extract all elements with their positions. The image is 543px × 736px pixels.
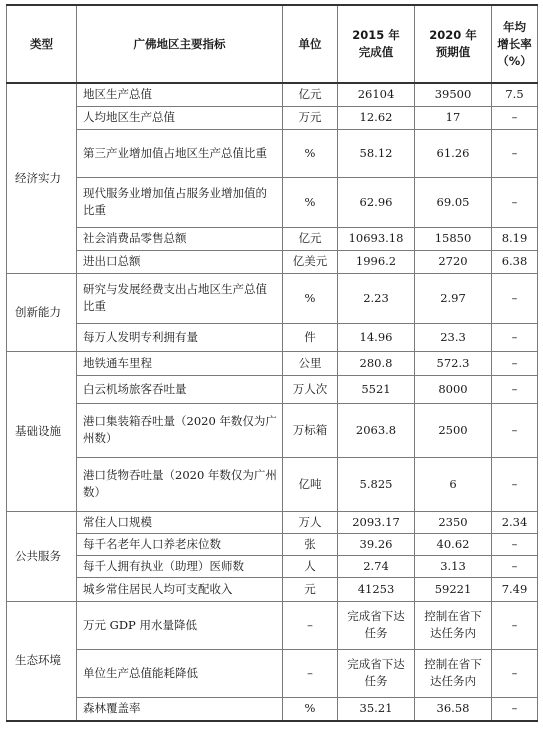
growth-cell: – bbox=[492, 129, 538, 177]
table-row bbox=[7, 577, 538, 601]
unit-cell: 元 bbox=[283, 577, 338, 601]
value-2015-cell: 5.825 bbox=[338, 457, 415, 511]
header-2015-label: 完成值 bbox=[358, 45, 394, 59]
table-row bbox=[7, 403, 538, 457]
table-row bbox=[7, 250, 538, 273]
table-row bbox=[7, 351, 538, 375]
header-2015-year: 2015 年 bbox=[352, 28, 400, 42]
indicator-cell: 第三产业增加值占地区生产总值比重 bbox=[77, 129, 283, 177]
unit-cell: 公里 bbox=[283, 351, 338, 375]
value-2015-cell: 2063.8 bbox=[338, 403, 415, 457]
growth-cell: 8.19 bbox=[492, 227, 538, 250]
growth-cell: 7.5 bbox=[492, 83, 538, 106]
indicator-cell: 白云机场旅客吞吐量 bbox=[77, 375, 283, 403]
value-2020-cell: 2500 bbox=[415, 403, 492, 457]
value-2020-cell: 6 bbox=[415, 457, 492, 511]
table-row bbox=[7, 375, 538, 403]
value-2020-cell: 控制在省下达任务内 bbox=[415, 649, 492, 697]
value-2020-cell: 36.58 bbox=[415, 697, 492, 721]
unit-cell: 亿元 bbox=[283, 83, 338, 106]
value-2015-cell: 14.96 bbox=[338, 323, 415, 351]
value-2020-cell: 40.62 bbox=[415, 533, 492, 555]
indicator-cell: 现代服务业增加值占服务业增加值的比重 bbox=[77, 177, 283, 227]
indicator-cell: 万元 GDP 用水量降低 bbox=[77, 601, 283, 649]
category-economy: 经济实力 bbox=[7, 83, 77, 273]
unit-cell: 万人次 bbox=[283, 375, 338, 403]
table-row bbox=[7, 457, 538, 511]
table-row bbox=[7, 697, 538, 721]
header-unit: 单位 bbox=[283, 5, 338, 83]
table-row bbox=[7, 83, 538, 106]
growth-cell: 7.49 bbox=[492, 577, 538, 601]
growth-cell: – bbox=[492, 106, 538, 129]
growth-cell: – bbox=[492, 555, 538, 577]
value-2015-cell: 完成省下达任务 bbox=[338, 601, 415, 649]
value-2015-cell: 58.12 bbox=[338, 129, 415, 177]
growth-cell: – bbox=[492, 375, 538, 403]
unit-cell: – bbox=[283, 601, 338, 649]
value-2015-cell: 41253 bbox=[338, 577, 415, 601]
value-2015-cell: 10693.18 bbox=[338, 227, 415, 250]
indicator-cell: 港口货物吞吐量（2020 年数仅为广州数） bbox=[77, 457, 283, 511]
header-growth bbox=[492, 5, 538, 83]
growth-cell: – bbox=[492, 177, 538, 227]
growth-cell: 6.38 bbox=[492, 250, 538, 273]
value-2015-cell: 12.62 bbox=[338, 106, 415, 129]
table-row bbox=[7, 511, 538, 533]
value-2020-cell: 2.97 bbox=[415, 273, 492, 323]
table-row bbox=[7, 323, 538, 351]
indicators-table bbox=[6, 4, 538, 722]
value-2015-cell: 62.96 bbox=[338, 177, 415, 227]
value-2020-cell: 17 bbox=[415, 106, 492, 129]
header-growth-l2: 增长率 bbox=[497, 36, 532, 51]
header-growth-l3: （%） bbox=[497, 53, 532, 68]
growth-cell: – bbox=[492, 457, 538, 511]
growth-cell: – bbox=[492, 323, 538, 351]
value-2015-cell: 2093.17 bbox=[338, 511, 415, 533]
growth-cell: – bbox=[492, 351, 538, 375]
growth-cell: 2.34 bbox=[492, 511, 538, 533]
header-2020-year: 2020 年 bbox=[429, 28, 477, 42]
header-2020-label: 预期值 bbox=[435, 45, 471, 59]
value-2020-cell: 61.26 bbox=[415, 129, 492, 177]
value-2015-cell: 39.26 bbox=[338, 533, 415, 555]
unit-cell: % bbox=[283, 697, 338, 721]
value-2020-cell: 23.3 bbox=[415, 323, 492, 351]
unit-cell: 件 bbox=[283, 323, 338, 351]
growth-cell: – bbox=[492, 697, 538, 721]
indicator-cell: 单位生产总值能耗降低 bbox=[77, 649, 283, 697]
unit-cell: 亿美元 bbox=[283, 250, 338, 273]
header-2020 bbox=[415, 5, 492, 83]
value-2020-cell: 15850 bbox=[415, 227, 492, 250]
value-2020-cell: 控制在省下达任务内 bbox=[415, 601, 492, 649]
value-2015-cell: 35.21 bbox=[338, 697, 415, 721]
indicator-cell: 森林覆盖率 bbox=[77, 697, 283, 721]
table-header-row bbox=[7, 5, 538, 83]
header-growth-l1: 年均 bbox=[503, 19, 526, 34]
unit-cell: – bbox=[283, 649, 338, 697]
value-2015-cell: 5521 bbox=[338, 375, 415, 403]
growth-cell: – bbox=[492, 601, 538, 649]
category-public-services: 公共服务 bbox=[7, 511, 77, 601]
unit-cell: 亿吨 bbox=[283, 457, 338, 511]
value-2020-cell: 59221 bbox=[415, 577, 492, 601]
unit-cell: % bbox=[283, 129, 338, 177]
header-type: 类型 bbox=[7, 5, 77, 83]
value-2015-cell: 1996.2 bbox=[338, 250, 415, 273]
value-2015-cell: 26104 bbox=[338, 83, 415, 106]
unit-cell: 万人 bbox=[283, 511, 338, 533]
indicator-cell: 社会消费品零售总额 bbox=[77, 227, 283, 250]
indicator-cell: 常住人口规模 bbox=[77, 511, 283, 533]
unit-cell: % bbox=[283, 177, 338, 227]
indicator-cell: 每千名老年人口养老床位数 bbox=[77, 533, 283, 555]
value-2020-cell: 8000 bbox=[415, 375, 492, 403]
table-row bbox=[7, 601, 538, 649]
table-row bbox=[7, 129, 538, 177]
indicator-cell: 进出口总额 bbox=[77, 250, 283, 273]
table-row bbox=[7, 533, 538, 555]
value-2015-cell: 2.23 bbox=[338, 273, 415, 323]
table-row bbox=[7, 177, 538, 227]
category-ecology: 生态环境 bbox=[7, 601, 77, 721]
value-2020-cell: 69.05 bbox=[415, 177, 492, 227]
value-2020-cell: 2720 bbox=[415, 250, 492, 273]
unit-cell: % bbox=[283, 273, 338, 323]
value-2020-cell: 3.13 bbox=[415, 555, 492, 577]
growth-cell: – bbox=[492, 533, 538, 555]
unit-cell: 万元 bbox=[283, 106, 338, 129]
unit-cell: 万标箱 bbox=[283, 403, 338, 457]
indicator-cell: 城乡常住居民人均可支配收入 bbox=[77, 577, 283, 601]
indicator-cell: 人均地区生产总值 bbox=[77, 106, 283, 129]
table-row bbox=[7, 273, 538, 323]
indicator-cell: 地区生产总值 bbox=[77, 83, 283, 106]
header-2015 bbox=[338, 5, 415, 83]
unit-cell: 亿元 bbox=[283, 227, 338, 250]
table-row bbox=[7, 227, 538, 250]
indicator-cell: 港口集装箱吞吐量（2020 年数仅为广州数） bbox=[77, 403, 283, 457]
growth-cell: – bbox=[492, 403, 538, 457]
table-row bbox=[7, 649, 538, 697]
value-2020-cell: 2350 bbox=[415, 511, 492, 533]
value-2015-cell: 完成省下达任务 bbox=[338, 649, 415, 697]
indicator-cell: 每万人发明专利拥有量 bbox=[77, 323, 283, 351]
indicator-cell: 每千人拥有执业（助理）医师数 bbox=[77, 555, 283, 577]
category-innovation: 创新能力 bbox=[7, 273, 77, 351]
unit-cell: 人 bbox=[283, 555, 338, 577]
unit-cell: 张 bbox=[283, 533, 338, 555]
growth-cell: – bbox=[492, 649, 538, 697]
indicator-cell: 研究与发展经费支出占地区生产总值比重 bbox=[77, 273, 283, 323]
header-indicator: 广佛地区主要指标 bbox=[77, 5, 283, 83]
value-2015-cell: 280.8 bbox=[338, 351, 415, 375]
value-2020-cell: 39500 bbox=[415, 83, 492, 106]
value-2020-cell: 572.3 bbox=[415, 351, 492, 375]
growth-cell: – bbox=[492, 273, 538, 323]
indicator-cell: 地铁通车里程 bbox=[77, 351, 283, 375]
table-row bbox=[7, 106, 538, 129]
category-infrastructure: 基础设施 bbox=[7, 351, 77, 511]
table-row bbox=[7, 555, 538, 577]
value-2015-cell: 2.74 bbox=[338, 555, 415, 577]
